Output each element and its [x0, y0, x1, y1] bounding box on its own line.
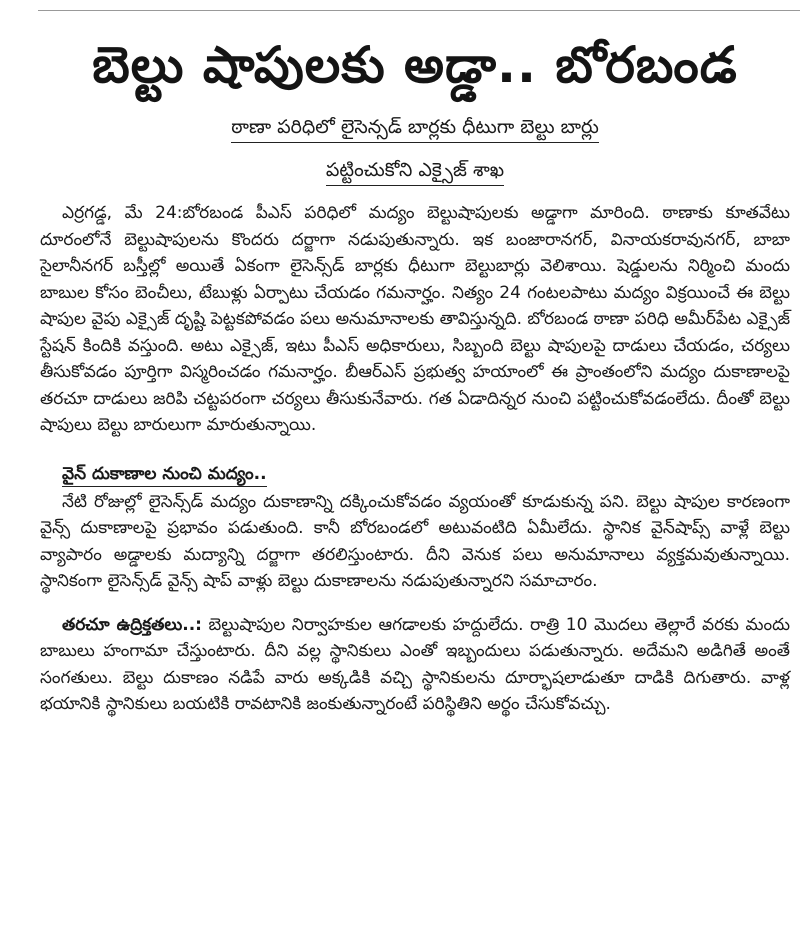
subheading-line-2: పట్టించుకోని ఎక్సైజ్ శాఖ — [326, 157, 504, 186]
headline: బెల్టు షాపులకు అడ్డా.. బోరబండ — [92, 36, 738, 94]
subheadings — [40, 114, 790, 186]
subheading-line-1: ఠాణా పరిధిలో లైసెన్సడ్ బార్లకు ధీటుగా బెల్టు బార్లు — [231, 114, 599, 143]
article-paragraph-1: ఎర్రగడ్డ, మే 24:బోరబండ పీఎస్ పరిధిలో మద్యం బెల్టుషాపులకు అడ్డాగా మారింది. ఠాణాకు కూతవేటు దూరంలోనే బెల్టుషాపులను కొందరు దర్జాగా నడుపుతున్నారు. ఇక బంజారానగర్, వినాయకరావునగర్, బాబా సైలానీనగర్ బస్తీల్లో అయితే ఏకంగా లైసెన్స్‌డ్ బార్లకు ధీటుగా బెల్టుబార్లు వెలిశాయి. షెడ్డులను నిర్మించి మందు బాబుల కోసం బెంచీలు, టేబుళ్లు ఏర్పాటు చేయడం గమనార్హం. నిత్యం 24 గంటలపాటు మద్యం విక్రయించే ఈ బెల్టు షాపుల వైపు ఎక్సైజ్ దృష్టి పెట్టకపోవడం పలు అనుమానాలకు తావిస్తున్నది. బోరబండ ఠాణా పరిధి అమీర్‌పేట ఎక్సైజ్ స్టేషన్ కిందికి వస్తుంది. అటు ఎక్సైజ్, ఇటు పీఎస్ అధికారులు, సిబ్బంది బెల్టు షాపులపై దాడులు చేయడం, చర్యలు తీసుకోవడం పూర్తిగా విస్మరించడం గమనార్హం. బీఆర్ఎస్ ప్రభుత్వ హయాంలో ఈ ప్రాంతంలోని మద్యం దుకాణాలపై తరచూ దాడులు జరిపి చట్టపరంగా చర్యలు తీసుకునేవారు. గత ఏడాదిన్నర నుంచి పట్టించుకోవడంలేదు. దీంతో బెల్టు షాపులు బెల్టు బారులుగా మారుతున్నాయి. — [40, 203, 790, 435]
article-paragraph-3 — [40, 612, 790, 718]
article-paragraph-2: నేటి రోజుల్లో లైసెన్స్‌డ్ మద్యం దుకాణాన్ని దక్కించుకోవడం వ్యయంతో కూడుకున్న పని. బెల్టు షాపుల కారణంగా వైన్స్ దుకాణాలపై ప్రభావం పడుతుంది. కానీ బోరబండలో అటువంటిది ఏమీలేదు. స్థానిక వైన్‌షాప్స్ వాళ్లే బెల్టు వ్యాపారం అడ్డాలకు మద్యాన్ని దర్జాగా తరలిస్తుంటారు. దీని వెనుక పలు అనుమానాలు వ్యక్తమవుతున్నాయి. స్థానికంగా లైసెన్స్‌డ్ వైన్స్ షాప్ వాళ్లు బెల్టు దుకాణాలను నడుపుతున్నారని సమాచారం. — [40, 491, 790, 591]
paragraph-3-lead-in: తరచూ ఉద్రిక్తతలు..: — [62, 614, 202, 635]
section-heading: వైన్ దుకాణాల నుంచి మద్యం.. — [62, 462, 267, 487]
top-divider — [38, 10, 800, 11]
paragraph-3-body: బెల్టుషాపుల నిర్వాహకుల ఆగడాలకు హద్దులేదు. రాత్రి 10 మొదలు తెల్లారే వరకు మందు బాబులు హంగామా చేస్తుంటారు. దీని వల్ల స్థానికులు ఎంతో ఇబ్బందులు పడుతున్నారు. అదేమని అడిగితే అంతే సంగతులు. బెల్టు దుకాణం నడిపే వారు అక్కడికి వచ్చి స్థానికులను దూర్భాషలాడుతూ దాడికి దిగుతారు. వాళ్ల భయానికి స్థానికులు బయటికి రావటానికి జంకుతున్నారంటే పరిస్థితిని అర్థం చేసుకోవచ్చు. — [40, 614, 790, 714]
